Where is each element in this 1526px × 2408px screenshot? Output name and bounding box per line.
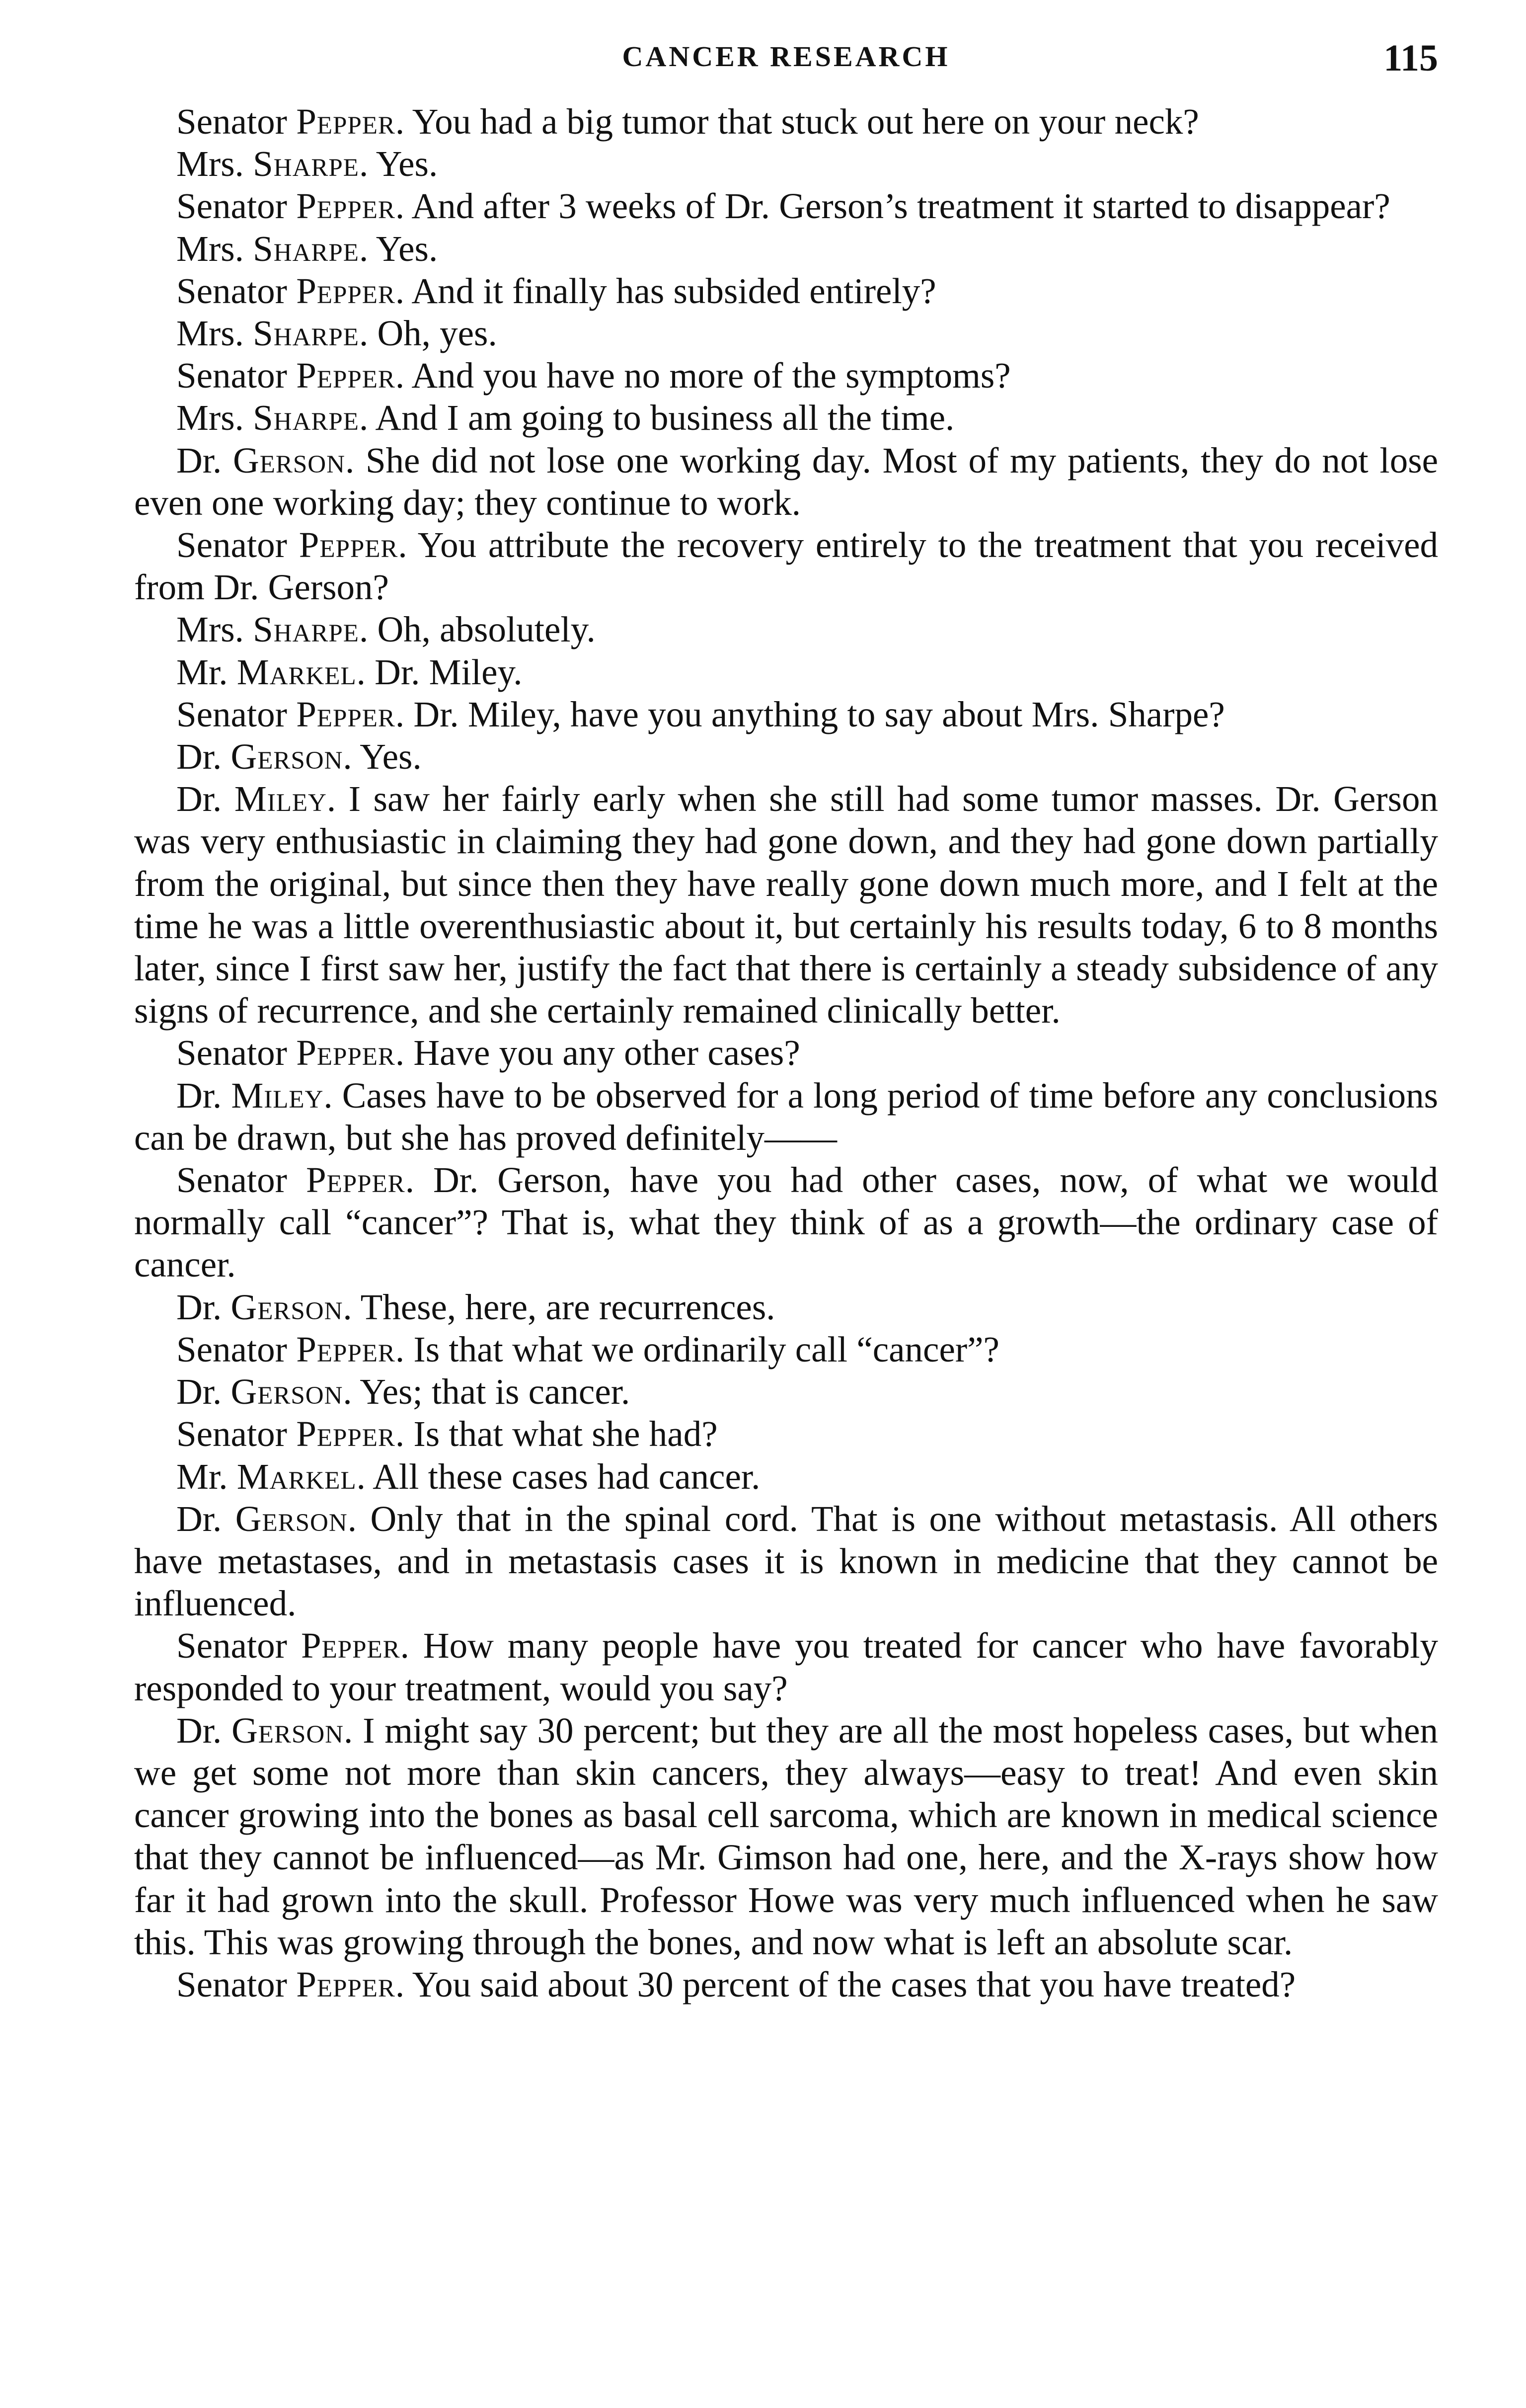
transcript-paragraph: Senator Pepper. Is that what she had? — [176, 1414, 718, 1454]
speaker-name: Pepper — [299, 525, 398, 565]
statement-text: She did not lose one working day. Most of my patients, they do not lose even one working day; they continue to work. — [134, 440, 1438, 523]
speaker-name: Sharpe — [253, 313, 359, 354]
transcript-paragraph: Mrs. Sharpe. Yes. — [176, 144, 438, 184]
transcript-paragraph: Senator Pepper. You had a big tumor that stuck out here on your neck? — [176, 101, 1199, 142]
statement-text: I saw her fairly early when she still had some tumor masses. Dr. Gerson was very enthusiastic in claiming they had gone down, and they had gone down partially from the original, but since then they have really gone down much more, and I felt at the time he was a little overenthusiastic about it, but certainly his results today, 6 to 8 months later, since I first saw her, justify the fact that there is certainly a steady subsidence of any signs of recurrence, and she certainly remained clinically better. — [134, 779, 1439, 1031]
statement-text: And it finally has subsided entirely? — [411, 270, 936, 311]
transcript-paragraph: Senator Pepper. Dr. Gerson, have you had other cases, now, of what we would normally call “cancer”? That is, what they think of as a growth—the ordinary case of cancer. — [134, 1160, 1439, 1285]
speaker-name: Sharpe — [253, 144, 359, 184]
speaker-title: Senator — [176, 694, 287, 734]
speaker-name: Sharpe — [253, 398, 359, 438]
transcript-paragraph: Dr. Gerson. I might say 30 percent; but they are all the most hopeless cases, but when we get some not more than skin cancers, they always—easy to treat! And even skin cancer growing into the bones as basal cell sarcoma, which are known in medical science that they cannot be influenced—as Mr. Gimson had one, here, and the X-rays show how far it had grown into the skull. Professor Howe was very much influenced when he saw this. This was growing through the bones, and now what is left an absolute scar. — [134, 1710, 1439, 1962]
speaker-title: Senator — [176, 525, 287, 565]
speaker-name: Miley — [234, 779, 327, 819]
speaker-title: Dr. — [176, 736, 222, 777]
speaker-name: Markel — [236, 651, 357, 692]
speaker-title: Dr. — [176, 440, 222, 481]
transcript-paragraph: Mr. Markel. Dr. Miley. — [176, 651, 523, 692]
transcript-paragraph: Dr. Miley. Cases have to be observed for a long period of time before any conclusions can be drawn, but she has proved definitely—— — [134, 1075, 1439, 1158]
transcript-paragraph: Mrs. Sharpe. Oh, yes. — [176, 313, 497, 354]
transcript-paragraph: Senator Pepper. Dr. Miley, have you anything to say about Mrs. Sharpe? — [176, 694, 1225, 734]
transcript-paragraph: Mr. Markel. All these cases had cancer. — [176, 1456, 761, 1497]
speaker-title: Dr. — [176, 779, 222, 819]
speaker-name: Pepper — [301, 1625, 400, 1666]
speaker-title: Senator — [176, 355, 287, 396]
statement-text: And after 3 weeks of Dr. Gerson’s treatment it started to disappear? — [411, 186, 1390, 227]
speaker-title: Senator — [176, 1329, 287, 1369]
running-title: CANCER RESEARCH — [622, 40, 950, 73]
statement-text: Is that what we ordinarily call “cancer”? — [413, 1329, 999, 1369]
speaker-name: Miley — [231, 1075, 324, 1116]
speaker-name: Gerson — [230, 1286, 343, 1327]
statement-text: Is that what she had? — [413, 1414, 718, 1454]
statement-text: Oh, yes. — [377, 313, 497, 354]
transcript-paragraph: Senator Pepper. You attribute the recovery entirely to the treatment that you received from Dr. Gerson? — [134, 525, 1439, 608]
speaker-title: Senator — [176, 186, 287, 227]
speaker-title: Mr. — [176, 651, 228, 692]
statement-text: Yes. — [360, 736, 422, 777]
speaker-title: Senator — [176, 1964, 287, 2005]
speaker-name: Pepper — [296, 694, 395, 734]
speaker-title: Dr. — [176, 1286, 222, 1327]
transcript-paragraph: Senator Pepper. And after 3 weeks of Dr. Gerson’s treatment it started to disappear? — [176, 186, 1390, 227]
speaker-title: Mrs. — [176, 313, 244, 354]
speaker-name: Gerson — [233, 440, 345, 481]
statement-text: I might say 30 percent; but they are all the most hopeless cases, but when we get some not more than skin cancers, they always—easy to treat! And even skin cancer growing into the bones as basal cell sarcoma, which are known in medical science that they cannot be influenced—as Mr. Gimson had one, here, and the X-rays show how far it had grown into the skull. Professor Howe was very much influenced when he saw this. This was growing through the bones, and now what is left an absolute scar. — [134, 1710, 1439, 1962]
speaker-name: Pepper — [296, 1329, 395, 1369]
statement-text: All these cases had cancer. — [373, 1456, 761, 1497]
transcript-paragraph: Senator Pepper. How many people have you treated for cancer who have favorably responded to your treatment, would you say? — [134, 1625, 1439, 1708]
transcript-paragraph: Senator Pepper. Is that what we ordinarily call “cancer”? — [176, 1329, 999, 1369]
statement-text: And you have no more of the symptoms? — [411, 355, 1011, 396]
speaker-title: Mr. — [176, 1456, 228, 1497]
speaker-name: Pepper — [296, 101, 395, 142]
transcript-paragraph: Dr. Gerson. She did not lose one working day. Most of my patients, they do not lose even one working day; they continue to work. — [134, 440, 1438, 523]
statement-text: Have you any other cases? — [413, 1033, 800, 1073]
statement-text: These, here, are recurrences. — [360, 1286, 775, 1327]
speaker-title: Dr. — [176, 1075, 222, 1116]
document-page — [134, 37, 1439, 2006]
speaker-title: Dr. — [176, 1371, 222, 1412]
speaker-title: Mrs. — [176, 609, 244, 650]
speaker-title: Senator — [176, 270, 287, 311]
statement-text: Yes; that is cancer. — [360, 1371, 630, 1412]
speaker-title: Senator — [176, 1625, 287, 1666]
transcript-paragraph: Senator Pepper. And you have no more of the symptoms? — [176, 355, 1011, 396]
speaker-name: Pepper — [296, 1414, 395, 1454]
transcript-paragraph: Dr. Gerson. Yes. — [176, 736, 422, 777]
speaker-name: Gerson — [235, 1498, 348, 1539]
transcript-paragraph: Senator Pepper. You said about 30 percent of the cases that you have treated? — [176, 1964, 1296, 2005]
speaker-name: Pepper — [306, 1160, 405, 1201]
statement-text: And I am going to business all the time. — [375, 398, 955, 438]
transcript-paragraph: Mrs. Sharpe. Yes. — [176, 228, 438, 269]
statement-text: Only that in the spinal cord. That is one without metastasis. All others have metastases, and in metastasis cases it is known in medicine that they cannot be influenced. — [134, 1498, 1439, 1624]
statement-text: Cases have to be observed for a long period of time before any conclusions can be drawn, but she has proved definitely—— — [134, 1075, 1439, 1158]
statement-text: You had a big tumor that stuck out here on your neck? — [412, 101, 1199, 142]
transcript-paragraph: Dr. Miley. I saw her fairly early when she still had some tumor masses. Dr. Gerson was very enthusiastic in claiming they had gone down, and they had gone down partially from the original, but since then they have really gone down much more, and I felt at the time he was a little overenthusiastic about it, but certainly his results today, 6 to 8 months later, since I first saw her, justify the fact that there is certainly a steady subsidence of any signs of recurrence, and she certainly remained clinically better. — [134, 779, 1439, 1031]
statement-text: Dr. Gerson, have you had other cases, now, of what we would normally call “cancer”? That is, what they think of as a growth—the ordinary case of cancer. — [134, 1160, 1439, 1285]
page-header — [134, 37, 1438, 89]
speaker-name: Sharpe — [253, 609, 359, 650]
speaker-title: Senator — [176, 101, 287, 142]
transcript-paragraph: Dr. Gerson. Yes; that is cancer. — [176, 1371, 630, 1412]
statement-text: You said about 30 percent of the cases that you have treated? — [412, 1964, 1296, 2005]
page-number: 115 — [1383, 37, 1438, 79]
speaker-name: Gerson — [230, 736, 343, 777]
transcript-body — [134, 100, 1438, 2006]
speaker-name: Pepper — [296, 186, 395, 227]
statement-text: Oh, absolutely. — [377, 609, 596, 650]
speaker-title: Mrs. — [176, 228, 244, 269]
statement-text: Dr. Miley, have you anything to say about Mrs. Sharpe? — [413, 694, 1225, 734]
speaker-title: Senator — [176, 1414, 287, 1454]
transcript-paragraph: Mrs. Sharpe. And I am going to business all the time. — [176, 398, 955, 438]
statement-text: You attribute the recovery entirely to the treatment that you received from Dr. Gerson? — [134, 525, 1439, 608]
statement-text: Yes. — [376, 228, 438, 269]
speaker-title: Senator — [176, 1033, 287, 1073]
speaker-name: Pepper — [296, 1964, 395, 2005]
speaker-title: Dr. — [176, 1498, 222, 1539]
transcript-paragraph: Dr. Gerson. Only that in the spinal cord. That is one without metastasis. All others have metastases, and in metastasis cases it is known in medicine that they cannot be influenced. — [134, 1498, 1439, 1624]
transcript-paragraph: Senator Pepper. And it finally has subsided entirely? — [176, 270, 936, 311]
transcript-paragraph: Dr. Gerson. These, here, are recurrences. — [176, 1286, 775, 1327]
speaker-name: Gerson — [230, 1371, 343, 1412]
speaker-name: Gerson — [231, 1710, 344, 1751]
speaker-name: Markel — [236, 1456, 357, 1497]
speaker-title: Dr. — [176, 1710, 222, 1751]
speaker-title: Mrs. — [176, 398, 244, 438]
statement-text: Yes. — [376, 144, 438, 184]
speaker-name: Pepper — [296, 355, 395, 396]
speaker-name: Pepper — [296, 1033, 395, 1073]
statement-text: How many people have you treated for cancer who have favorably responded to your treatment, would you say? — [134, 1625, 1439, 1708]
speaker-title: Senator — [176, 1160, 287, 1201]
speaker-name: Sharpe — [253, 228, 359, 269]
speaker-title: Mrs. — [176, 144, 244, 184]
transcript-paragraph: Mrs. Sharpe. Oh, absolutely. — [176, 609, 596, 650]
speaker-name: Pepper — [296, 270, 395, 311]
transcript-paragraph: Senator Pepper. Have you any other cases? — [176, 1033, 800, 1073]
statement-text: Dr. Miley. — [375, 651, 523, 692]
